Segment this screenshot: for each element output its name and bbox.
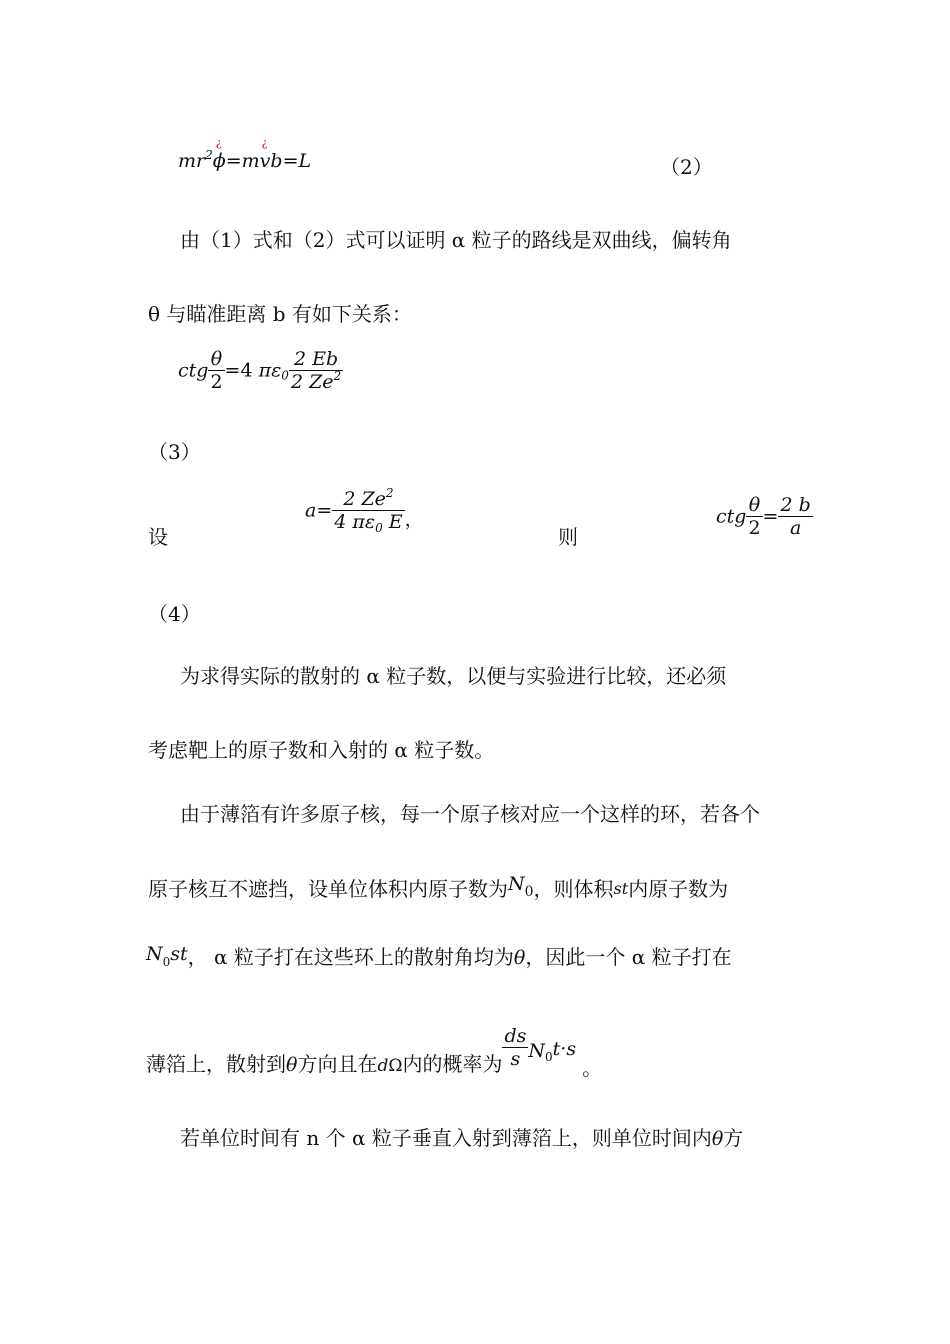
eq2-L: L <box>298 150 312 172</box>
eq5-denominator: a <box>778 516 812 539</box>
para1-line1: 由（1）式和（2）式可以证明 α 粒子的路线是双曲线，偏转角 <box>180 228 732 252</box>
para3-line3-b: ，因此一个 α 粒子打在 <box>525 945 732 969</box>
para3-frac <box>502 1025 528 1070</box>
eq3-denominator <box>289 370 343 393</box>
para4-theta: θ <box>711 1128 724 1150</box>
para4-line1 <box>180 1126 743 1151</box>
eq4-comma: ， <box>404 508 424 531</box>
para3-line4-a: 薄箔上，散射到 <box>146 1052 286 1076</box>
eq4-frac <box>332 488 404 533</box>
eq3-den-text: 2 Ze <box>290 371 334 393</box>
para3-frac-num: ds <box>504 1025 527 1047</box>
eq4-den-text: 4 πε <box>334 511 376 533</box>
para2-line1: 为求得实际的散射的 α 粒子数，以便与实验进行比较，还必须 <box>180 664 727 688</box>
eq3-ctg: ctg <box>178 359 209 382</box>
eq3-theta: θ <box>210 348 223 370</box>
eq2-equals: = <box>225 150 242 172</box>
eq3-frac-main <box>289 348 343 393</box>
para3-line2 <box>148 872 728 901</box>
para3-line2-b: ，则体积 <box>533 877 614 901</box>
equation-ctg-a <box>716 494 813 539</box>
para3-N: N <box>508 873 525 895</box>
eq5-ctg: ctg <box>716 505 747 528</box>
para3-line4-d: 。 <box>582 1056 603 1080</box>
equation-3 <box>178 348 343 393</box>
para4-line1-a: 若单位时间有 n 个 α 粒子垂直入射到薄箔上，则单位时间内 <box>180 1126 712 1150</box>
para3-line3-N: N <box>146 943 163 965</box>
line4-ze: 则 <box>558 525 578 549</box>
eq4-denominator <box>332 510 404 533</box>
eq5-two: 2 <box>748 517 761 539</box>
para3-line4-theta: θ <box>286 1054 298 1076</box>
eq2-m: m <box>241 150 260 172</box>
equation-a-def <box>305 488 424 533</box>
eq4-numerator <box>332 488 404 510</box>
para4-line1-b: 方 <box>723 1126 744 1150</box>
para1-line2: θ 与瞄准距离 b 有如下关系： <box>148 302 412 326</box>
eq5-equals: = <box>762 505 779 528</box>
equation-2-number: （2） <box>660 155 713 179</box>
para3-N-sub: 0 <box>524 884 534 900</box>
eq4-num-exp: 2 <box>385 486 394 500</box>
eq4-den-E: E <box>388 511 403 533</box>
para3-line4-b: 方向且在 <box>297 1052 378 1076</box>
equation-3-number: （3） <box>148 440 201 464</box>
para3-line1: 由于薄箔有许多原子核，每一个原子核对应一个这样的环，若各个 <box>180 802 760 826</box>
para3-line4-c: 内的概率为 <box>402 1052 503 1076</box>
line4-she: 设 <box>148 525 168 549</box>
para3-line3-st: st <box>170 943 188 965</box>
para3-frac-den: s <box>502 1047 528 1070</box>
eq2-v: v <box>259 150 271 172</box>
eq2-phi-mark: ¿ <box>215 136 222 149</box>
eq3-numerator: 2 Eb <box>293 348 339 370</box>
para3-line2-c: 内原子数为 <box>628 877 729 901</box>
para3-t-s: t·s <box>552 1038 577 1060</box>
eq4-a: a <box>305 499 317 522</box>
para3-st: st <box>613 879 629 898</box>
eq5-theta: θ <box>748 494 761 516</box>
eq2-phi-wrap <box>212 136 226 172</box>
eq4-num-text: 2 Ze <box>343 488 386 510</box>
para2-line2: 考虑靶上的原子数和入射的 α 粒子数。 <box>148 738 495 762</box>
eq3-equals: = <box>224 359 241 382</box>
para3-N2-sub: 0 <box>545 1050 553 1064</box>
para3-line2-a: 原子核互不遮挡，设单位体积内原子数为 <box>148 877 508 901</box>
eq2-exp: 2 <box>205 148 213 162</box>
eq3-sub-zero: 0 <box>281 368 289 383</box>
eq5-frac <box>778 494 812 539</box>
eq4-equals: = <box>316 499 333 522</box>
eq3-frac-theta <box>208 348 224 393</box>
equation-4-number: （4） <box>148 602 201 626</box>
eq5-numerator: 2 b <box>780 494 811 516</box>
para3-N2: N <box>528 1040 545 1062</box>
eq3-den-exp: 2 <box>333 369 342 383</box>
eq3-four: 4 <box>240 359 253 382</box>
para3-omega: Ω <box>388 1056 403 1076</box>
para3-line3-a: ， α 粒子打在这些环上的散射角均为 <box>187 945 514 969</box>
eq2-b: b <box>270 150 283 172</box>
eq5-frac-theta <box>746 494 762 539</box>
eq2-equals-2: = <box>282 150 299 172</box>
eq3-pi-eps: πε <box>258 359 282 382</box>
eq2-v-wrap <box>259 136 271 172</box>
eq3-two: 2 <box>210 371 223 393</box>
eq2-phi: ϕ <box>212 150 226 172</box>
para3-line3-sub: 0 <box>162 955 171 969</box>
eq2-v-mark: ¿ <box>261 136 268 149</box>
para3-line4 <box>146 1024 602 1080</box>
equation-2 <box>178 136 312 172</box>
eq2-mr: mr <box>178 150 206 172</box>
para3-line3 <box>146 942 732 970</box>
eq4-den-sub: 0 <box>375 521 383 535</box>
para3-d: d <box>377 1056 389 1076</box>
para3-theta: θ <box>513 947 526 969</box>
